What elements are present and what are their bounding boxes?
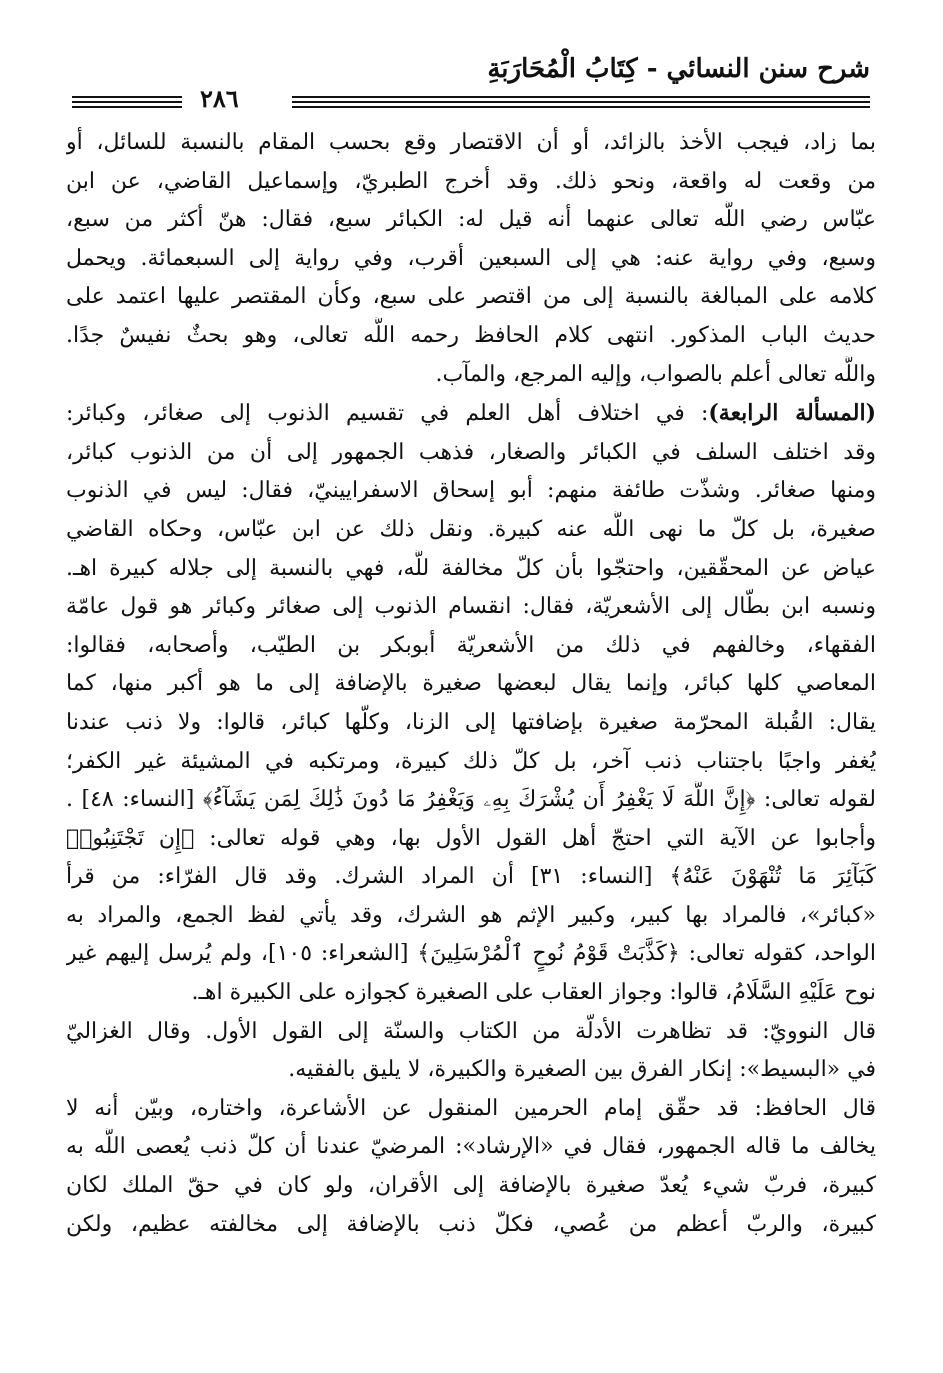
text-line: عبّاس رضي اللَّه تعالى عنهما أنه قيل له: الكبائر سبع، فقال: هنّ أكثر من سبع، (66, 207, 876, 233)
text-line: كبيرة، فربّ شيء يُعدّ صغيرة بالإضافة إلى الأقران، ولو كان في حقّ الملك لكان (66, 1173, 876, 1199)
text-line: وسبع، وفي رواية عنه: هي إلى السبعين أقرب، وفي رواية إلى السبعمائة. ويحمل (66, 245, 876, 271)
text-line: كلامه على المبالغة بالنسبة إلى من اقتصر على سبع، وكأن المقتصر عليها اعتمد على (66, 284, 876, 310)
text-line: (المسألة الرابعة): في اختلاف أهل العلم في تقسيم الذنوب إلى صغائر، وكبائر: (66, 400, 876, 427)
running-title: شرح سنن النسائي - كِتَابُ الْمُحَارَبَةِ (487, 54, 870, 84)
text-line: كَبَآئِرَ مَا تُنْهَوْنَ عَنْهُ﴾ [النساء: ٣١] أن المراد الشرك. وقد قال الفرّاء: من قرأ (66, 864, 876, 890)
text-line: واللَّه تعالى أعلم بالصواب، وإليه المرجع، والمآب. (435, 361, 876, 387)
text-line: في «البسيط»: إنكار الفرق بين الصغيرة والكبيرة، لا يليق بالفقيه. (288, 1057, 876, 1083)
text-line: الواحد، كقوله تعالى: ﴿كَذَّبَتْ قَوْمُ نُوحٍ ٱلْمُرْسَلِينَ﴾ [الشعراء: ١٠٥]، ولم يُرسل إليهم غير (66, 941, 876, 967)
page-number: ٢٨٦ (200, 84, 239, 113)
text-line: حديث الباب المذكور. انتهى كلام الحافظ رحمه اللَّه تعالى، وهو بحثٌ نفيسٌ جدًا. (66, 322, 876, 348)
text-line: بما زاد، فيجب الأخذ بالزائد، أو أن الاقتصار وقع بحسب المقام بالنسبة للسائل، أو (66, 130, 876, 155)
page-header (72, 44, 870, 114)
text-line: قال النوويّ: قد تظاهرت الأدلّة من الكتاب والسنّة إلى القول الأول. وقال الغزاليّ (66, 1018, 876, 1044)
text-line: يُغفر واجبًا باجتناب ذنب آخر، بل كلّ ذلك كبيرة، ومرتكبه في المشيئة غير الكفر؛ (66, 748, 876, 774)
text-line: كبيرة، والربّ أعظم من عُصي، فكلّ ذنب بالإضافة إلى مخالفته عظيم، ولكن (66, 1211, 876, 1237)
header-rule-left (72, 96, 182, 111)
text-line: يخالف ما قاله الجمهور، فقال في «الإرشاد»: المرضيّ عندنا أن كلّ ذنب يُعصى اللَّه به (66, 1134, 876, 1160)
text-line: من وقعت له واقعة، ونحو ذلك. وقد أخرج الطبريّ، وإسماعيل القاضي، عن ابن (66, 168, 876, 194)
text-line: نوح عَلَيْهِ السَّلَامُ، قالوا: وجواز العقاب على الصغيرة كجوازه على الكبيرة اهـ. (191, 980, 876, 1006)
text-line: الفقهاء، وخالفهم في ذلك من الأشعريّة أبوبكر بن الطيّب، وأصحابه، فقالوا: (66, 632, 876, 658)
text-line: قال الحافظ: قد حقّق إمام الحرمين المنقول عن الأشاعرة، واختاره، وبيّن أنه لا (66, 1095, 876, 1121)
section-heading: (المسألة الرابعة) (708, 400, 876, 427)
text-line: المعاصي كلها كبائر، وإنما يقال لبعضها صغيرة بالإضافة إلى ما هو أكبر منها، كما (66, 671, 876, 697)
text-line: صغيرة، بل كلّ ما نهى اللَّه عنه كبيرة. ونقل ذلك عن ابن عبّاس، وحكاه القاضي (66, 516, 876, 542)
page-body (66, 124, 876, 1319)
text-line: وأجابوا عن الآية التي احتجّ أهل القول الأول بها، وهي قوله تعالى: ﴿إِن تَجْتَنِبُوا۟ (66, 825, 876, 851)
text-line: ومنها صغائر. وشذّت طائفة منهم: أبو إسحاق الاسفرايينيّ، فقال: ليس في الذنوب (66, 478, 876, 504)
header-rule-right (292, 96, 870, 111)
text-line: يقال: القُبلة المحرّمة صغيرة بإضافتها إلى الزنا، وكلّها كبائر، قالوا: ولا ذنب عندنا (66, 709, 876, 735)
text-line: عياض عن المحقّقين، واحتجّوا بأن كلّ مخالفة للَّه، فهي بالنسبة إلى جلاله كبيرة اهـ. (66, 555, 876, 581)
text-line: لقوله تعالى: ﴿إِنَّ اللَّهَ لَا يَغْفِرُ أَن يُشْرَكَ بِهِۦ وَيَغْفِرُ مَا دُونَ ذَٰلِكَ لِمَن يَشَآءُ﴾ [النساء: ٤٨] . (66, 787, 876, 813)
text-line: وقد اختلف السلف في الكبائر والصغار، فذهب الجمهور إلى أن من الذنوب كبائر، (66, 439, 876, 465)
text-line: «كبائر»، فالمراد بها كبير، وكبير الإثم هو الشرك، وقد يأتي لفظ الجمع، والمراد به (66, 902, 876, 928)
text-line: ونسبه ابن بطّال إلى الأشعريّة، فقال: انقسام الذنوب إلى صغائر وكبائر هو قول عامّة (66, 594, 876, 620)
